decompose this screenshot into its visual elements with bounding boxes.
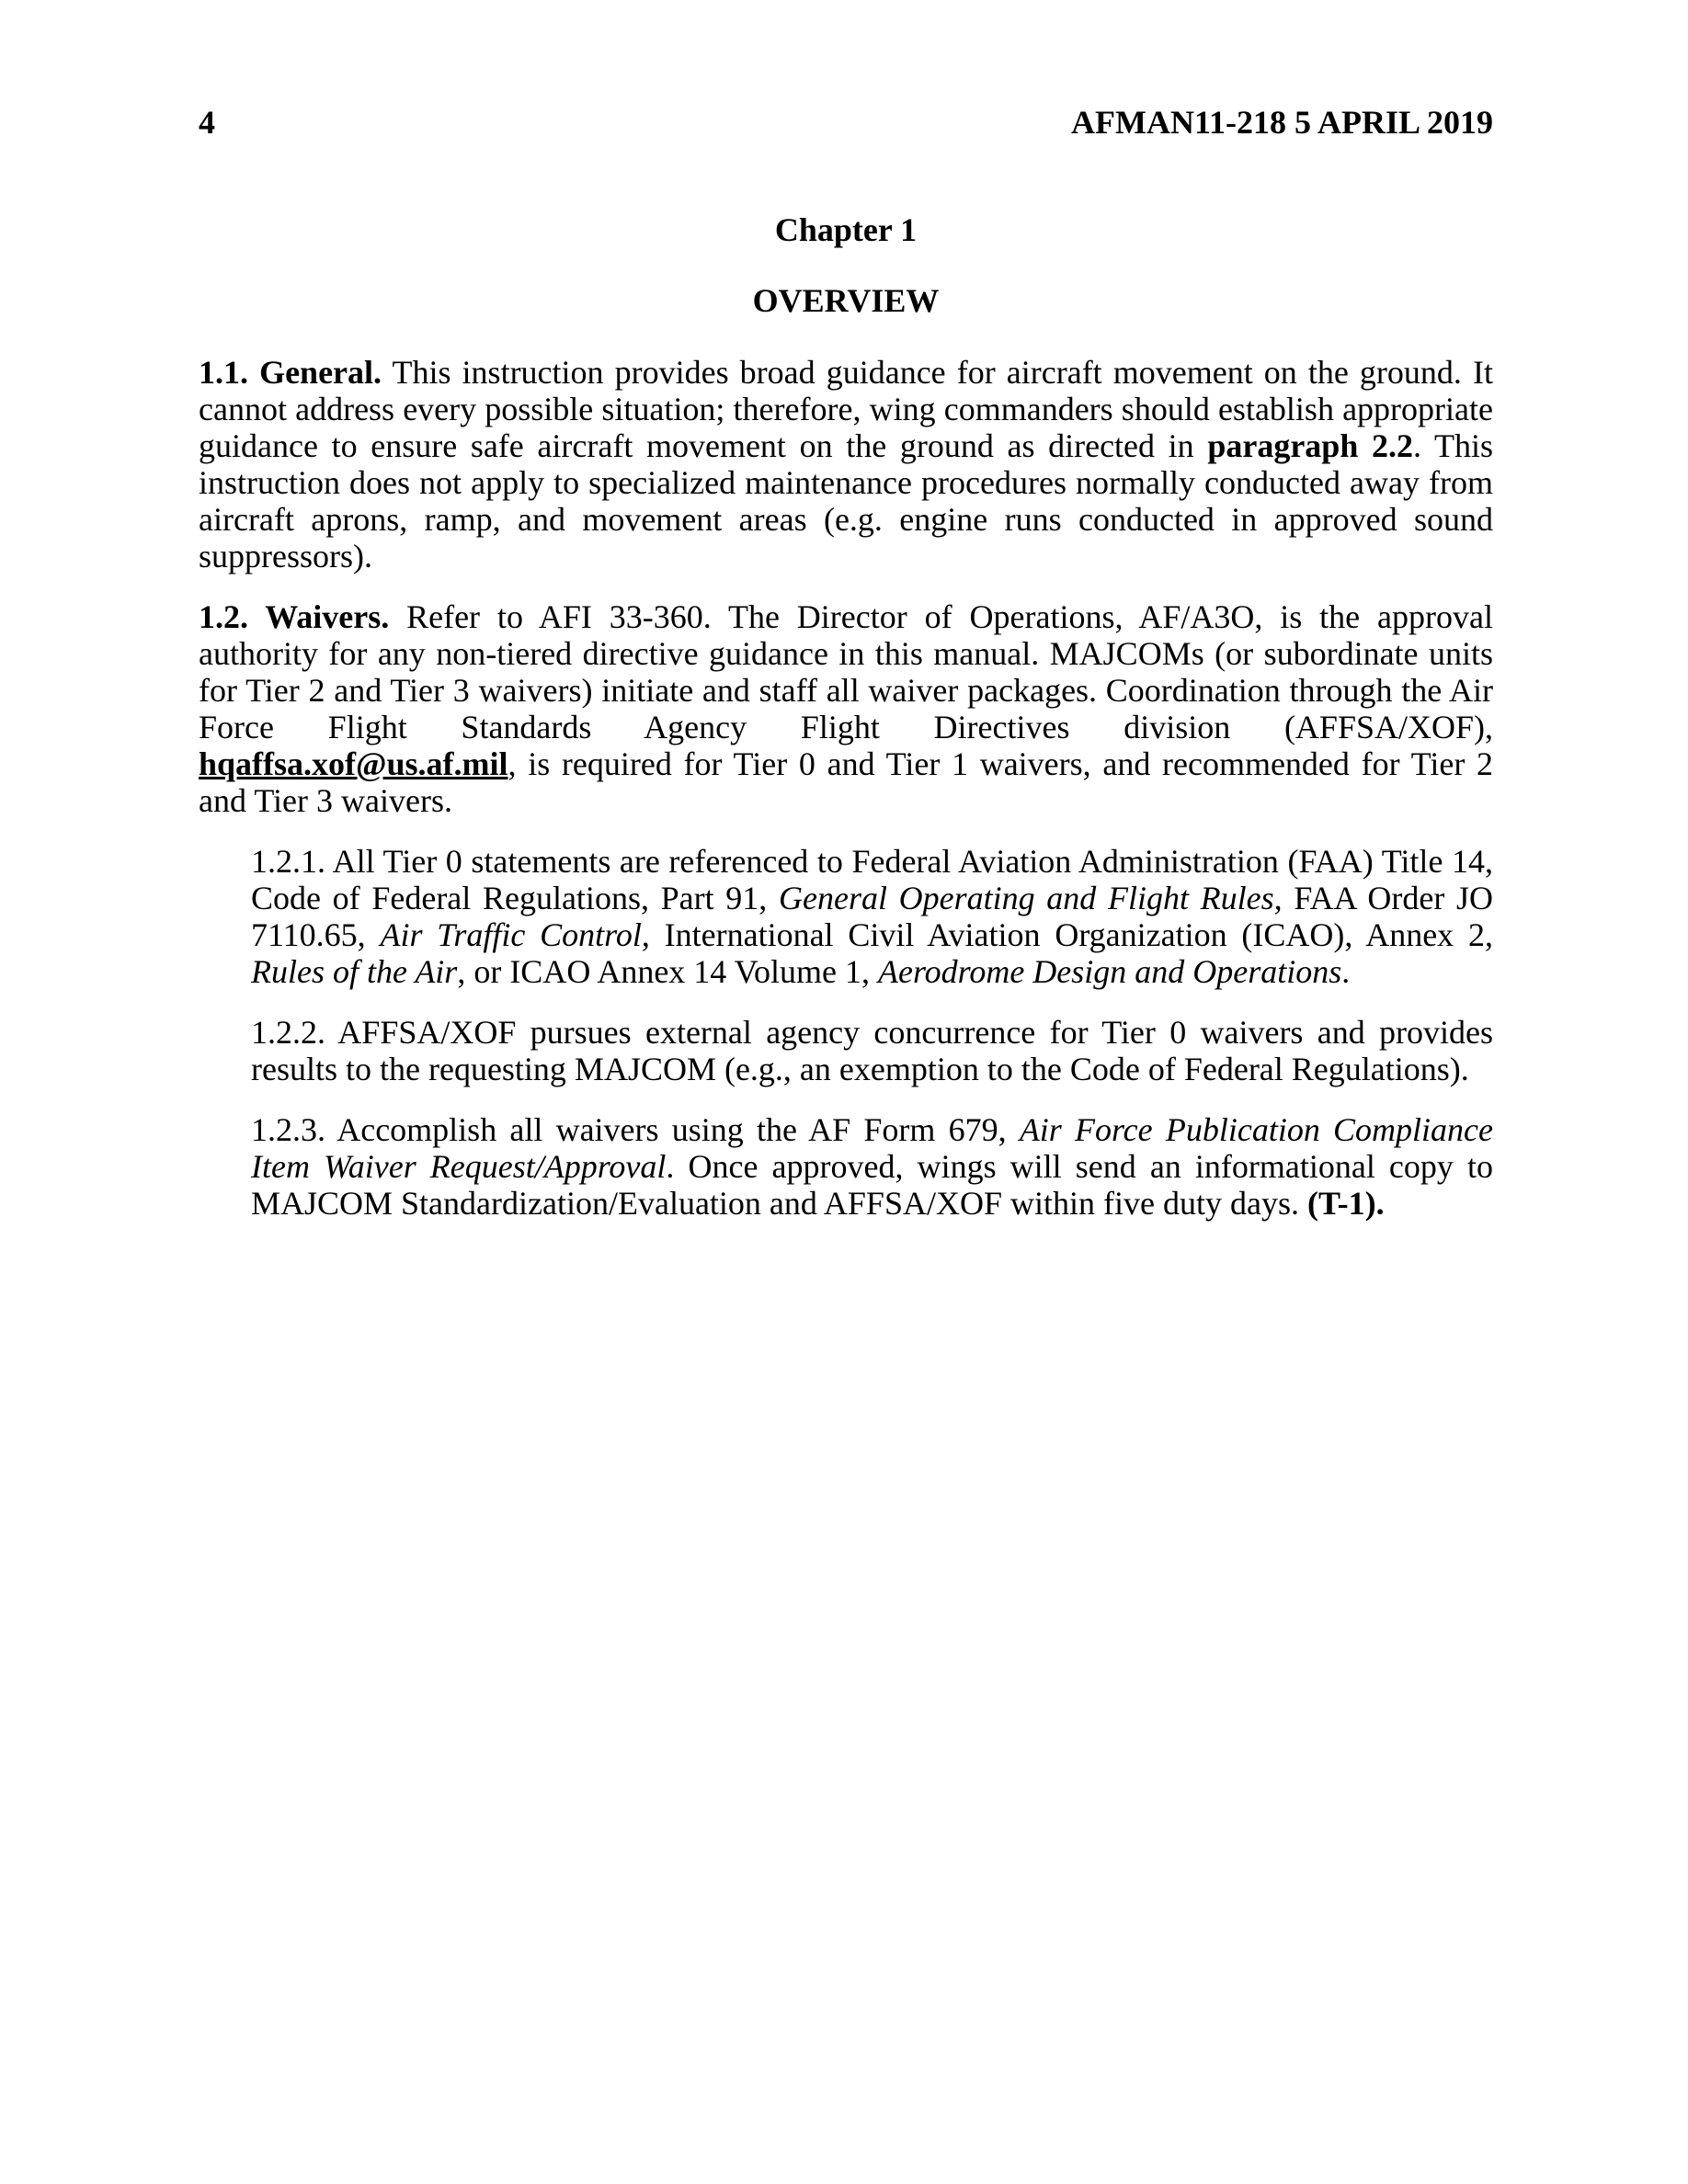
text-run: Aerodrome Design and Operations <box>878 953 1342 990</box>
text-run: Air Traffic Control <box>380 916 642 953</box>
header-publication-title: AFMAN11-218 5 APRIL 2019 <box>1071 104 1493 141</box>
paragraph-1-2-3 <box>251 1111 1493 1222</box>
text-run: . This instruction does not apply to specialized maintenance procedures normally conducted away from aircraft aprons, ramp, and movement areas (e.g. engine runs conducted in approved sound suppressors). <box>199 427 1493 574</box>
text-run: FAA Order JO 7110.65, <box>251 880 1493 953</box>
text-run: , or ICAO Annex 14 Volume 1, <box>457 953 878 990</box>
text-run: (T-1). <box>1306 1185 1385 1222</box>
paragraph-1-2 <box>199 598 1493 819</box>
text-run: Air Force Publication Compliance Item Waiver Request/Approval <box>251 1111 1493 1185</box>
text-run: 1.2.2. AFFSA/XOF pursues external agency concurrence for Tier 0 waivers and provides results to the requesting MAJCOM (e.g., an exemption to the Code of Federal Regulations). <box>251 1014 1493 1087</box>
text-run: 1.1. General. <box>199 354 382 391</box>
page-header <box>199 104 1493 141</box>
chapter-label: Chapter 1 <box>774 211 918 248</box>
text-run: 1.2. Waivers. <box>199 598 390 635</box>
text-run: Refer to AFI 33-360. The Director of Operations, AF/A3O, is the approval authority for any non-tiered directive guidance in this manual. MAJCOMs (or subordinate units for Tier 2 and Tier 3 waivers) initiate and staff all waiver packages. Coordination through the Air Force Flight Standards Agency Flight Directives division (AFFSA/XOF), <box>199 598 1493 745</box>
email-link[interactable]: hqaffsa.xof@us.af.mil <box>199 745 508 782</box>
text-run: , International Civil Aviation Organization (ICAO), Annex 2, <box>641 916 1493 953</box>
text-run: . <box>1341 953 1351 990</box>
text-run: This instruction provides broad guidance for aircraft movement on the ground. It cannot address every possible situation; therefore, wing commanders should establish appropriate guidance to ensure safe aircraft movement on the ground as directed in <box>199 354 1493 464</box>
text-run: 1.2.3. Accomplish all waivers using the AF Form 679, <box>251 1111 1020 1148</box>
document-body <box>199 354 1493 1222</box>
text-run: 1.2.1. All Tier 0 statements are referenced to Federal Aviation Administration (FAA) Title 14, Code of Federal Regulations, Part 91, <box>251 843 1493 916</box>
paragraph-1-1 <box>199 354 1493 574</box>
text-run: Rules of the Air <box>251 953 458 990</box>
text-run: . Once approved, wings will send an informational copy to MAJCOM Standardization/Evaluation and AFFSA/XOF within five duty days. <box>251 1148 1493 1222</box>
page-number: 4 <box>199 104 215 141</box>
paragraph-1-2-1 <box>251 843 1493 990</box>
text-run: paragraph 2.2 <box>1207 427 1413 464</box>
text-run: , is required for Tier 0 and Tier 1 waivers, and recommended for Tier 2 and Tier 3 waivers. <box>199 745 1493 819</box>
text-run: General Operating and Flight Rules, <box>778 880 1283 916</box>
paragraph-1-2-2 <box>251 1014 1493 1087</box>
chapter-title: OVERVIEW <box>752 282 940 319</box>
